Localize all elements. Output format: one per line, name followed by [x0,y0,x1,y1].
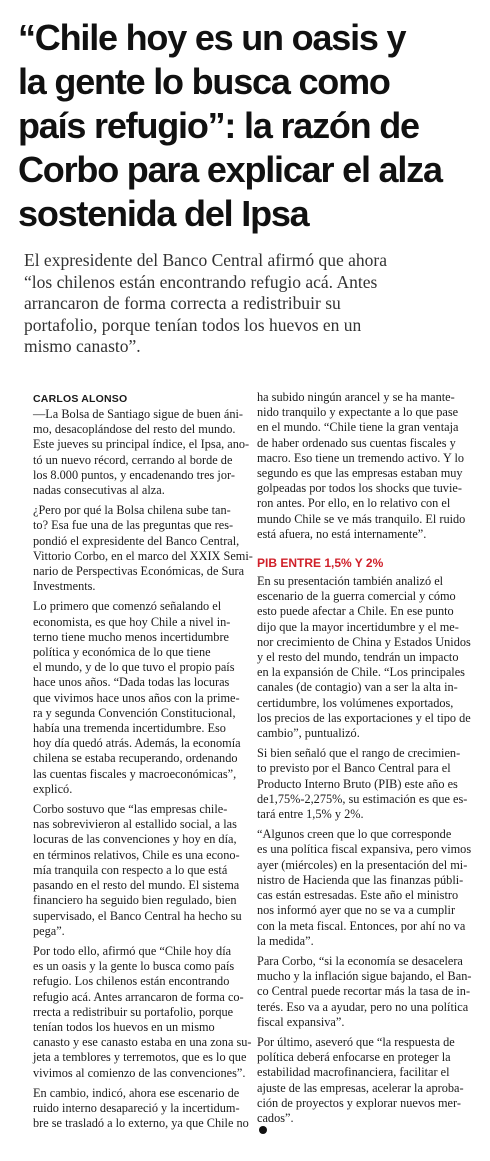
text-line: nistro de Hacienda que las finanzas públi- [257,872,464,887]
lead-line: El expresidente del Banco Central afirmó que ahora [24,250,387,270]
paragraph [257,746,468,822]
text-line: Investments. [33,579,96,594]
text-line: hace unos años. “Dada todas las locuras [33,675,230,690]
byline: CARLOS ALONSO [33,393,128,405]
lead-paragraph [24,250,472,358]
text-line: locuras de las convenciones y hoy en día, [33,832,237,847]
paragraph [33,1085,249,1132]
paragraph [33,503,253,594]
lead-line: mismo canasto”. [24,336,141,356]
text-line: Este jueves su principal índice, el Ipsa, ano- [33,437,250,452]
text-line: dijo que la mayor incertidumbre y el me- [257,619,459,634]
end-mark-icon [259,1126,267,1134]
text-line: política y económica de lo que tiene [33,645,211,660]
text-line: tenían todos los huevos en un mismo [33,1019,215,1034]
text-line: ción de proyectos y explorar nuevos mer- [257,1095,461,1110]
text-line: escenario de la guerra comercial y cómo [257,589,456,604]
text-line: es un oasis y la gente lo busca como país [33,959,235,974]
text-line: refugio. Los chilenos están encontrando [33,974,230,989]
text-line: ¿Pero por qué la Bolsa chilena sube tan- [33,503,231,518]
text-line: jeta a temblores y terremotos, que es lo que [33,1050,247,1065]
text-line: mía tranquila con respecto a lo que está [33,862,228,877]
text-line: nido tranquilo y expectante a lo que pase [257,405,459,420]
text-line: golpeadas por todos los shocks que tuvie- [257,481,462,496]
text-line: ruido interno desapareció y la incertidum- [33,1100,240,1115]
text-line: canasto y ese canasto estaba en una zona su- [33,1035,252,1050]
text-line: co Central puede recortar más la tasa de in- [257,984,471,999]
text-line: con la meta fiscal. Entonces, por ahí no va [257,918,466,933]
text-line: to previsto por el Banco Central para el [257,761,451,776]
text-line: mundo Chile se ve más tranquilo. El ruido [257,511,466,526]
text-line: macro. Eso tiene un tremendo activo. Y lo [257,450,465,465]
lead-line: “los chilenos están encontrando refugio acá. Antes [24,271,378,292]
text-line: es una política fiscal expansiva, pero vimos [257,842,472,857]
text-line: segundo es que las empresas estaban muy [257,466,463,481]
text-line: En cambio, indicó, ahora ese escenario de [33,1085,240,1100]
text-line: certidumbre, los volúmenes exportados, [257,695,454,710]
text-line: ra y segunda Convención Constitucional, [33,705,236,720]
text-line: tó un nuevo récord, cerrando al borde de [33,452,233,467]
text-line: terés. Eso va a ayudar, pero no una política [257,999,469,1014]
text-line: to? Esa fue una de las preguntas que res- [33,518,234,533]
text-line: pasando en el resto del mundo. El sistema [33,878,240,893]
text-line: En su presentación también analizó el [257,574,444,589]
text-line: Lo primero que comenzó señalando el [33,599,222,614]
text-line: está afuera, no está internamente”. [257,526,427,541]
text-line: Si bien señaló que el rango de crecimien- [257,746,461,761]
text-line: nas sobrevivieron al estallido social, a las [33,817,237,832]
paragraph [257,953,472,1030]
text-line: había una tremenda incertidumbre. Eso [33,721,226,736]
headline-line: “Chile hoy es un oasis y [18,17,406,58]
text-line: Producto Interno Bruto (PIB) este año es [257,776,458,791]
right-column-bottom [257,574,472,1134]
text-line: supervisado, el Banco Central ha hecho su [33,908,242,923]
text-line: —La Bolsa de Santiago sigue de buen áni- [33,407,244,421]
headline-line: la gente lo busca como [18,61,390,102]
text-line: rrecta a redistribuir su portafolio, porque [33,1004,234,1019]
text-line: esto puede afectar a Chile. En ese punto [257,604,454,619]
text-line: canales (de contagio) van a ser la alta in- [257,680,458,695]
text-line: chilena se estaba recuperando, ordenando [33,751,238,766]
text-line: ron antes. Por ello, en lo relativo con el [257,496,451,511]
text-line: la medida”. [257,933,314,948]
paragraph [33,407,250,498]
text-line: mucho y la inflación sigue bajando, el Ban- [257,969,472,984]
headline-line: país refugio”: la razón de [18,105,419,146]
text-line: pega”. [33,923,65,938]
text-line: mo, desacoplándose del resto del mundo. [33,422,236,437]
text-line: nario de Perspectivas Económicas, de Sura [33,564,245,579]
text-line: de haber ordenado sus cuentas fiscales y [257,435,456,450]
text-line: el mundo, y de lo que tuvo el propio país [33,660,235,675]
text-line: “Algunos creen que lo que corresponde [257,827,452,842]
text-line: Para Corbo, “si la economía se desacelera [257,953,463,968]
text-line: en el mundo. “Chile tiene la gran ventaja [257,420,459,435]
text-line: ha subido ningún arancel y se ha mante- [257,390,455,404]
text-line: financiero ha seguido bien regulado, bien [33,893,237,908]
lead-line: portafolio, porque tenían todos los huevos en un [24,314,362,335]
text-line: y el resto del mundo, tendrán un impacto [257,650,459,665]
text-line: ayer (miércoles) en la presentación del mi- [257,857,468,872]
text-line: fiscal expansiva”. [257,1014,345,1029]
text-line: Vittorio Corbo, en el marco del XXIX Semi- [33,548,253,563]
text-line: hoy día quedó atrás. Además, la economía [33,736,241,751]
text-line: de1,75%-2,275%, su estimación es que es- [257,791,468,806]
left-column [33,390,253,1136]
text-line: explicó. [33,781,73,796]
paragraph [257,574,471,741]
paragraph [257,390,465,542]
lead-line: arrancaron de forma correcta a redistribuir su [24,293,341,313]
right-column-top [257,390,465,542]
left-column-body [33,407,253,1131]
text-line: política deberá enfocarse en proteger la [257,1050,451,1065]
text-line: que vivimos hace unos años con la prime- [33,690,240,705]
headline-line: Corbo para explicar el alza [18,149,442,190]
right-column [257,390,472,1139]
paragraph [33,802,241,939]
text-line: terno tiene mucho menos incertidumbre [33,629,230,644]
text-line: en términos relativos, Chile es una econo- [33,847,240,862]
text-line: pondió el expresidente del Banco Central, [33,533,240,548]
text-line: los precios de las exportaciones y el tipo de [257,710,471,725]
text-line: estabilidad macrofinanciera, facilitar el [257,1065,450,1080]
paragraph [257,1035,465,1134]
text-line: Por último, aseveró que “la respuesta de [257,1034,455,1049]
text-line: cas están estresadas. Este año el ministro [257,888,459,903]
text-line: las cuentas fiscales y macroeconómicas”, [33,766,237,781]
headline-line: sostenida del Ipsa [18,193,309,234]
text-line: nos informó ayer que no se va a cumplir [257,903,456,918]
text-line: bre se trasladó a lo externo, ya que Chile no [33,1116,249,1131]
text-line: Corbo sostuvo que “las empresas chile- [33,802,228,817]
text-line: nadas consecutivas al alza. [33,483,165,498]
text-line: tará entre 1,5% y 2%. [257,807,364,822]
section-subhead: PIB ENTRE 1,5% Y 2% [257,556,384,571]
text-line: cados”. [257,1111,465,1134]
headline [18,16,478,236]
text-line: refugio acá. Antes arrancaron de forma co- [33,989,244,1004]
text-line: economista, es que hoy Chile a nivel in- [33,614,231,629]
text-line: los 8.000 puntos, y encadenando tres jor- [33,467,235,482]
text-line: vivimos al comienzo de las convenciones”. [33,1065,246,1080]
text-line: nor crecimiento de China y Estados Unidos [257,634,471,649]
paragraph [33,599,241,797]
text-line: Por todo ello, afirmó que “Chile hoy día [33,943,232,958]
text-line: en la expansión de Chile. “Los principales [257,665,465,680]
paragraph [257,827,472,949]
paragraph [33,943,252,1081]
text-line: ajuste de las empresas, acelerar la aproba- [257,1080,464,1095]
text-line: cambio”, puntualizó. [257,726,360,741]
